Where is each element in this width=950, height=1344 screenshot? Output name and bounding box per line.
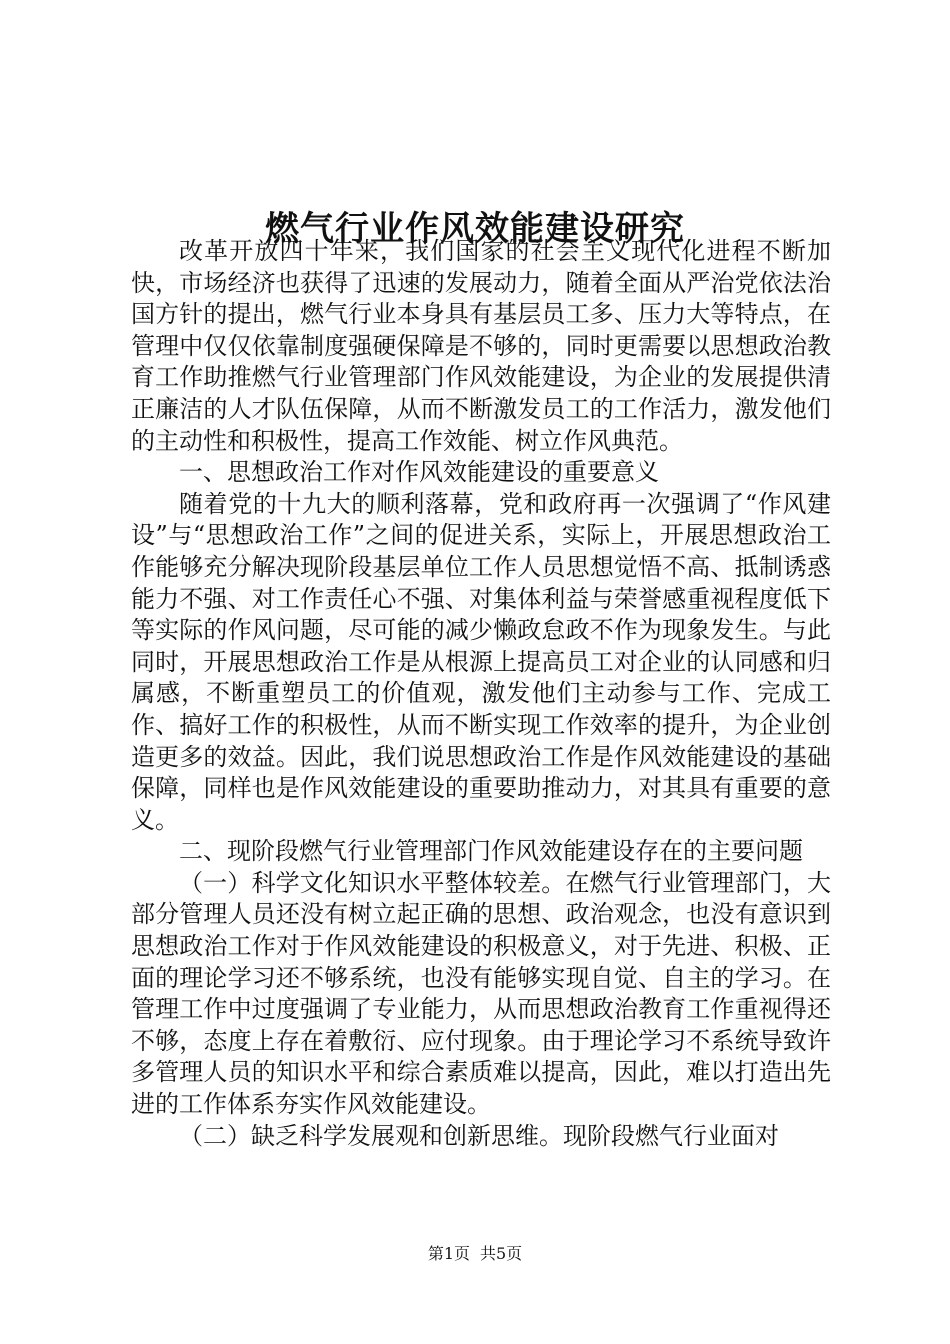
- paragraph-problem-1: （一）科学文化知识水平整体较差。在燃气行业管理部门，大部分管理人员还没有树立起正确的思想、政治观念，也没有意识到思想政治工作对于作风效能建设的积极意义，对于先进、积极、正面的理论学习还不够系统，也没有能够实现自觉、自主的学习。在管理工作中过度强调了专业能力，从而思想政治教育工作重视得还不够，态度上存在着敷衍、应付现象。由于理论学习不系统导致许多管理人员的知识水平和综合素质难以提高，因此，难以打造出先进的工作体系夯实作风效能建设。: [131, 868, 831, 1119]
- document-title: 燃气行业作风效能建设研究: [265, 208, 685, 249]
- paragraph-problem-2: （二）缺乏科学发展观和创新思维。现阶段燃气行业面对: [179, 1121, 779, 1150]
- section-heading-2: 二、现阶段燃气行业管理部门作风效能建设存在的主要问题: [179, 837, 803, 866]
- paragraph-significance: 随着党的十九大的顺利落幕，党和政府再一次强调了“作风建设”与“思想政治工作”之间的促进关系，实际上，开展思想政治工作能够充分解决现阶段基层单位工作人员思想觉悟不高、抵制诱惑能力不强、对工作责任心不强、对集体利益与荣誉感重视程度低下等实际的作风问题，尽可能的减少懒政怠政不作为现象发生。与此同时，开展思想政治工作是从根源上提高员工对企业的认同感和归属感，不断重塑员工的价值观，激发他们主动参与工作、完成工作、搞好工作的积极性，从而不断实现工作效率的提升，为企业创造更多的效益。因此，我们说思想政治工作是作风效能建设的基础保障，同样也是作风效能建设的重要助推动力，对其具有重要的意义。: [131, 489, 831, 834]
- page-number: 第1页: [427, 1244, 470, 1263]
- page-total: 共5页: [480, 1244, 523, 1263]
- document-body: [131, 236, 831, 1152]
- paragraph-intro: 改革开放四十年来，我们国家的社会主义现代化进程不断加快，市场经济也获得了迅速的发展动力，随着全面从严治党依法治国方针的提出，燃气行业本身具有基层员工多、压力大等特点，在管理中仅仅依靠制度强硬保障是不够的，同时更需要以思想政治教育工作助推燃气行业管理部门作风效能建设，为企业的发展提供清正廉洁的人才队伍保障，从而不断激发员工的工作活力，激发他们的主动性和积极性，提高工作效能、树立作风典范。: [131, 237, 831, 455]
- section-heading-1: 一、思想政治工作对作风效能建设的重要意义: [179, 458, 659, 487]
- page-footer: [0, 1243, 950, 1265]
